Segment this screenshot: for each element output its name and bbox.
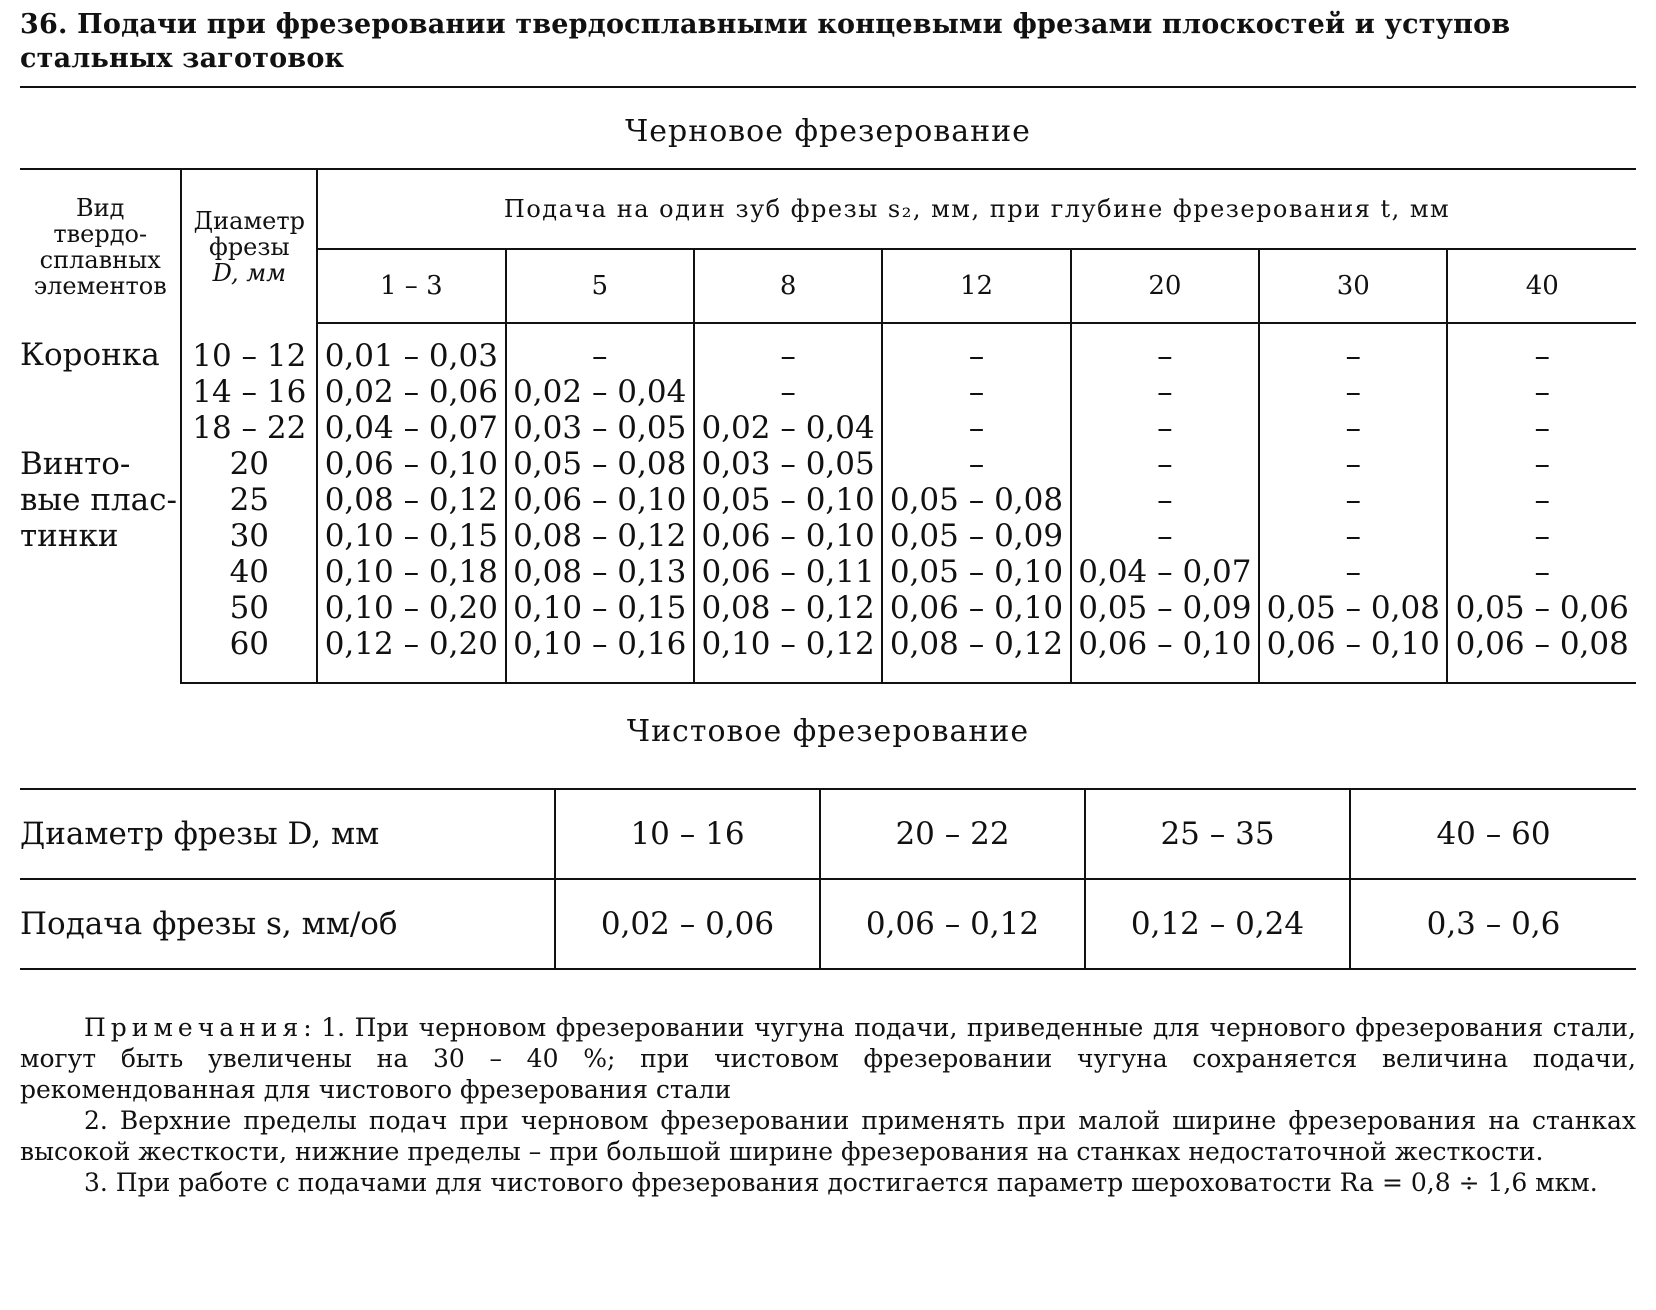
header-feed: Подача на один зуб фрезы s₂, мм, при глубине фрезерования t, мм	[317, 169, 1636, 249]
diameter-cell: 20	[181, 446, 317, 482]
diameter-cell: 25	[181, 482, 317, 518]
finish-diameter-cell: 10 – 16	[555, 789, 820, 879]
feed-cell: 0,04 – 0,07	[317, 410, 505, 446]
diameter-cell: 50	[181, 590, 317, 626]
feed-cell: 0,10 – 0,18	[317, 554, 505, 590]
feed-cell: –	[1447, 410, 1636, 446]
rough-section-title: Черновое фрезерование	[625, 114, 1031, 149]
table-row	[20, 626, 1636, 683]
header-kind-line: Вид	[76, 193, 125, 222]
feed-cell: –	[1071, 446, 1259, 482]
header-kind-line: сплавных	[39, 245, 161, 274]
table-row	[20, 518, 1636, 554]
feed-cell: 0,08 – 0,13	[506, 554, 694, 590]
feed-cell: –	[882, 446, 1070, 482]
feed-cell: –	[1447, 323, 1636, 374]
feed-cell: –	[1259, 323, 1447, 374]
feed-cell: 0,10 – 0,15	[506, 590, 694, 626]
feed-cell: –	[1447, 554, 1636, 590]
feed-cell: 0,05 – 0,08	[1259, 590, 1447, 626]
table-row	[20, 590, 1636, 626]
note-2: 2. Верхние пределы подач при черновом фрезеровании применять при малой ширине фрезерования на станках высокой жесткости, нижние пределы – при большой ширине фрезерования на станках недостаточной жесткости.	[20, 1106, 1636, 1166]
diameter-cell: 60	[181, 626, 317, 683]
header-diameter-line: фрезы	[209, 232, 290, 261]
rough-table-body	[20, 323, 1636, 683]
table-row	[20, 482, 1636, 518]
feed-cell: –	[694, 374, 882, 410]
feed-cell: –	[882, 374, 1070, 410]
feed-cell: 0,05 – 0,09	[882, 518, 1070, 554]
feed-cell: –	[1071, 518, 1259, 554]
feed-cell: –	[1071, 482, 1259, 518]
finish-milling-table	[20, 788, 1636, 970]
finish-diameter-cell: 20 – 22	[820, 789, 1085, 879]
header-kind	[20, 169, 181, 323]
feed-cell: 0,08 – 0,12	[882, 626, 1070, 683]
feed-cell: 0,05 – 0,10	[694, 482, 882, 518]
table-row	[20, 554, 1636, 590]
feed-cell: 0,06 – 0,10	[882, 590, 1070, 626]
rough-milling-table	[20, 168, 1636, 684]
feed-cell: –	[1259, 374, 1447, 410]
feed-cell: 0,02 – 0,04	[694, 410, 882, 446]
feed-cell: 0,06 – 0,10	[1071, 626, 1259, 683]
feed-cell: 0,01 – 0,03	[317, 323, 505, 374]
feed-cell: 0,10 – 0,12	[694, 626, 882, 683]
feed-cell: 0,06 – 0,10	[694, 518, 882, 554]
document-page	[20, 0, 1636, 1198]
finish-feed-cell: 0,02 – 0,06	[555, 879, 820, 969]
kind-screw-plates	[20, 446, 181, 683]
finish-feed-label: Подача фрезы s, мм/об	[20, 879, 555, 969]
diameter-cell: 30	[181, 518, 317, 554]
feed-cell: –	[1259, 554, 1447, 590]
feed-cell: 0,02 – 0,04	[506, 374, 694, 410]
table-row	[20, 323, 1636, 374]
header-depth: 20	[1071, 249, 1259, 323]
feed-cell: –	[1071, 374, 1259, 410]
feed-cell: 0,05 – 0,08	[506, 446, 694, 482]
feed-cell: 0,06 – 0,11	[694, 554, 882, 590]
feed-cell: –	[1447, 374, 1636, 410]
note-1-text: : 1. При черновом фрезеровании чугуна подачи, приведенные для чернового фрезерования стали, могут быть увеличены на 30 – 40 %; при чистовом фрезеровании чугуна сохраняется величина подачи, рекомендованная для чистового фрезерования стали	[20, 1013, 1636, 1104]
finish-feed-cell: 0,12 – 0,24	[1085, 879, 1350, 969]
feed-cell: 0,08 – 0,12	[317, 482, 505, 518]
header-kind-line: элементов	[33, 271, 167, 300]
feed-cell: –	[506, 323, 694, 374]
feed-cell: –	[1259, 410, 1447, 446]
title-rule	[20, 86, 1636, 88]
finish-diameter-label: Диаметр фрезы D, мм	[20, 789, 555, 879]
kind-screw-line: тинки	[20, 518, 119, 554]
header-depth: 5	[506, 249, 694, 323]
kind-screw-line: вые плас-	[20, 482, 177, 518]
header-depth: 30	[1259, 249, 1447, 323]
feed-cell: 0,10 – 0,16	[506, 626, 694, 683]
feed-cell: –	[1447, 482, 1636, 518]
feed-cell: –	[694, 323, 882, 374]
feed-cell: 0,10 – 0,20	[317, 590, 505, 626]
feed-cell: 0,05 – 0,08	[882, 482, 1070, 518]
diameter-cell: 18 – 22	[181, 410, 317, 446]
feed-cell: 0,05 – 0,09	[1071, 590, 1259, 626]
feed-cell: –	[882, 410, 1070, 446]
feed-cell: –	[1259, 482, 1447, 518]
feed-cell: 0,03 – 0,05	[506, 410, 694, 446]
feed-cell: 0,08 – 0,12	[694, 590, 882, 626]
feed-cell: 0,06 – 0,10	[1259, 626, 1447, 683]
notes	[20, 1012, 1636, 1198]
feed-cell: –	[1447, 446, 1636, 482]
header-depth: 1 – 3	[317, 249, 505, 323]
feed-cell: –	[882, 323, 1070, 374]
feed-cell: –	[1259, 446, 1447, 482]
feed-cell: 0,06 – 0,10	[317, 446, 505, 482]
kind-screw-line: Винто-	[20, 446, 131, 482]
header-depth: 40	[1447, 249, 1636, 323]
feed-cell: 0,06 – 0,08	[1447, 626, 1636, 683]
finish-feed-cell: 0,06 – 0,12	[820, 879, 1085, 969]
finish-diameter-cell: 25 – 35	[1085, 789, 1350, 879]
note-1	[20, 1012, 1636, 1105]
diameter-cell: 40	[181, 554, 317, 590]
finish-diameter-cell: 40 – 60	[1350, 789, 1636, 879]
feed-cell: 0,03 – 0,05	[694, 446, 882, 482]
feed-cell: 0,12 – 0,20	[317, 626, 505, 683]
diameter-cell: 14 – 16	[181, 374, 317, 410]
feed-cell: 0,10 – 0,15	[317, 518, 505, 554]
header-depth: 8	[694, 249, 882, 323]
diameter-cell: 10 – 12	[181, 323, 317, 374]
notes-label: Примечания	[84, 1013, 304, 1042]
finish-section-title: Чистовое фрезерование	[626, 714, 1030, 749]
finish-feed-cell: 0,3 – 0,6	[1350, 879, 1636, 969]
header-diameter-line: Диаметр	[193, 206, 305, 235]
header-diameter	[181, 169, 317, 323]
feed-cell: 0,06 – 0,10	[506, 482, 694, 518]
table-row	[20, 374, 1636, 410]
feed-cell: –	[1447, 518, 1636, 554]
table-row	[20, 446, 1636, 482]
kind-crown-label: Коронка	[20, 337, 160, 373]
note-3: 3. При работе с подачами для чистового фрезерования достигается параметр шероховатости Ra = 0,8 ÷ 1,6 мкм.	[84, 1168, 1598, 1197]
header-diameter-line: D, мм	[212, 258, 287, 287]
feed-cell: –	[1071, 323, 1259, 374]
feed-cell: 0,02 – 0,06	[317, 374, 505, 410]
feed-cell: 0,08 – 0,12	[506, 518, 694, 554]
feed-cell: –	[1259, 518, 1447, 554]
table-row	[20, 789, 1636, 879]
feed-cell: 0,04 – 0,07	[1071, 554, 1259, 590]
feed-cell: 0,05 – 0,06	[1447, 590, 1636, 626]
header-kind-line: твердо-	[53, 219, 148, 248]
feed-cell: 0,05 – 0,10	[882, 554, 1070, 590]
feed-cell: –	[1071, 410, 1259, 446]
table-row	[20, 879, 1636, 969]
table-row	[20, 410, 1636, 446]
kind-crown	[20, 323, 181, 446]
header-depth: 12	[882, 249, 1070, 323]
table-title: 36. Подачи при фрезеровании твердосплавными концевыми фрезами плоскостей и уступов стальных заготовок	[20, 9, 1511, 74]
